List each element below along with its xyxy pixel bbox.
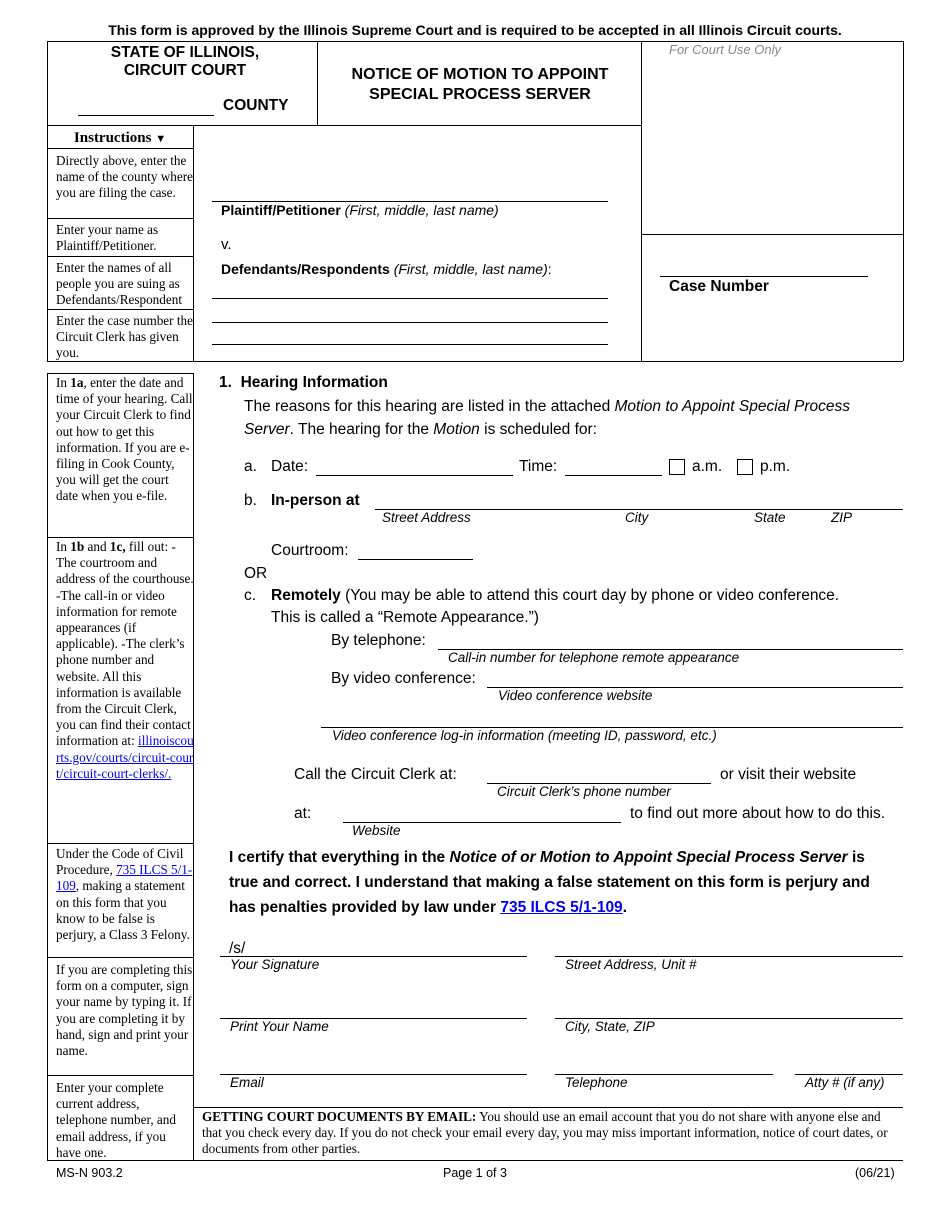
remote-appearance-text: This is called a “Remote Appearance.”) (271, 609, 539, 626)
telephone-caption: Telephone (565, 1075, 628, 1090)
ilcs-link[interactable]: 735 ILCS 5/1-109 (500, 899, 623, 916)
time-label: Time: (519, 458, 558, 475)
note-sign: If you are completing this form on a computer, sign your name by typing it. If you are completing it by hand, sign and print your name. (56, 962, 193, 1059)
court-name: STATE OF ILLINOIS, CIRCUIT COURT (110, 44, 260, 79)
at-label: at: (294, 805, 312, 822)
instruction-defendants: Enter the names of all people you are suing as Defendants/Respondent (56, 260, 182, 308)
item-c-label: c. (244, 587, 257, 604)
state-caption: State (754, 510, 786, 525)
time-field[interactable] (565, 475, 662, 476)
court-use-label: For Court Use Only (669, 42, 781, 57)
ilcs-link-side[interactable]: 735 ILCS 5/1-109 (56, 862, 193, 894)
note-perjury: Under the Code of Civil Procedure, 735 ILCS 5/1-109, making a statement on this form that you know to be false is perjury, a Class 3 Felony. (56, 846, 193, 943)
signature-caption: Your Signature (230, 957, 320, 972)
street-caption: Street Address (382, 510, 471, 525)
find-out-label: to find out more about how to do this. (630, 805, 886, 822)
clerks-link[interactable]: illinoiscourts.gov/courts/circuit-court/circuit-court-clerks/. (56, 733, 194, 781)
signature-mark: /s/ (229, 940, 246, 957)
courtroom-field[interactable] (358, 559, 473, 560)
case-number-field[interactable] (660, 276, 868, 277)
city-caption: City (625, 510, 649, 525)
note-address: Enter your complete current address, telephone number, and email address, if you have one. (56, 1080, 176, 1160)
atty-caption: Atty # (if any) (805, 1075, 885, 1090)
form-title: NOTICE OF MOTION TO APPOINT SPECIAL PROCESS SERVER (351, 66, 609, 103)
instruction-case-number: Enter the case number the Circuit Clerk has given you. (56, 313, 193, 361)
note-fill-out: In 1b and 1c, fill out: -The courtroom and address of the courthouse. -The call-in or video information for remote appearances (if applicable). -The clerk’s phone number and website. All this information is available from the Circuit Clerk, you can find their contact information at: illinoiscourts.gov/courts/circuit-court/circuit-court-clerks/. (56, 539, 194, 781)
date-field[interactable] (316, 475, 513, 476)
note-hearing: In 1a, enter the date and time of your hearing. Call your Circuit Clerk to find out how to get this information. If you are e-filing in Cook County, you will get the court date when you e-file. (56, 375, 193, 504)
plaintiff-label: Plaintiff/Petitioner (First, middle, last name) (221, 202, 499, 218)
section-1-heading: 1. Hearing Information (219, 374, 388, 391)
instruction-plaintiff: Enter your name as Plaintiff/Petitioner. (56, 222, 159, 254)
hearing-intro: The reasons for this hearing are listed in the attached Motion to Appoint Special Process Server. The hearing for the Motion is scheduled for: (244, 398, 850, 438)
remotely-text: Remotely (You may be able to attend this court day by phone or video conference. (271, 587, 840, 604)
print-name-caption: Print Your Name (230, 1019, 329, 1034)
by-telephone-label: By telephone: (331, 632, 426, 649)
street-unit-caption: Street Address, Unit # (565, 957, 697, 972)
video-caption: Video conference website (498, 688, 653, 703)
or-visit-label: or visit their website (720, 766, 857, 783)
item-a-label: a. (244, 458, 257, 475)
email-caption: Email (230, 1075, 264, 1090)
caret-down-icon: ▼ (155, 133, 167, 145)
zip-caption: ZIP (831, 510, 853, 525)
certification-text: I certify that everything in the Notice of or Motion to Appoint Special Process Server is true and correct. I understand that making a false statement on this form is perjury and has penalties provided by law under 735 ILCS 5/1-109. (229, 849, 870, 916)
defendants-label: Defendants/Respondents (First, middle, last name): (221, 261, 552, 277)
instructions-heading[interactable]: Instructions ▼ (73, 130, 167, 146)
am-label: a.m. (692, 458, 723, 475)
pm-checkbox[interactable] (737, 459, 753, 475)
email-field[interactable] (220, 1074, 527, 1075)
email-notice: GETTING COURT DOCUMENTS BY EMAIL: You should use an email account that you do not share with anyone else and that you check every day. If you do not check your email every day, you may miss important information, notice of court dates, or documents from other parties. (202, 1109, 888, 1157)
county-label: COUNTY (223, 97, 289, 114)
case-number-label: Case Number (669, 278, 769, 295)
date-label: Date: (271, 458, 309, 475)
phone-caption: Call-in number for telephone remote appearance (448, 650, 740, 665)
defendant-field-1[interactable] (212, 298, 608, 299)
login-caption: Video conference log-in information (meeting ID, password, etc.) (332, 728, 717, 743)
website-caption: Website (352, 823, 401, 838)
am-checkbox[interactable] (669, 459, 685, 475)
in-person-label: In-person at (271, 492, 360, 509)
versus-label: v. (221, 236, 232, 253)
defendant-field-2[interactable] (212, 322, 608, 323)
form-id: MS-N 903.2 (56, 1166, 123, 1180)
clerk-phone-caption: Circuit Clerk’s phone number (497, 784, 671, 799)
pm-label: p.m. (760, 458, 791, 475)
defendant-field-3[interactable] (212, 344, 608, 345)
call-clerk-label: Call the Circuit Clerk at: (294, 766, 457, 783)
item-b-label: b. (244, 492, 257, 509)
or-label: OR (244, 565, 268, 582)
courtroom-label: Courtroom: (271, 542, 349, 559)
county-field[interactable] (78, 115, 214, 116)
top-notice: This form is approved by the Illinois Supreme Court and is required to be accepted in all Illinois Circuit courts. (108, 22, 842, 38)
city-state-zip-caption: City, State, ZIP (565, 1019, 655, 1034)
page-number: Page 1 of 3 (443, 1166, 507, 1180)
instruction-county: Directly above, enter the name of the county where you are filing the case. (56, 153, 193, 201)
form-date: (06/21) (855, 1166, 895, 1180)
by-video-label: By video conference: (331, 670, 476, 687)
